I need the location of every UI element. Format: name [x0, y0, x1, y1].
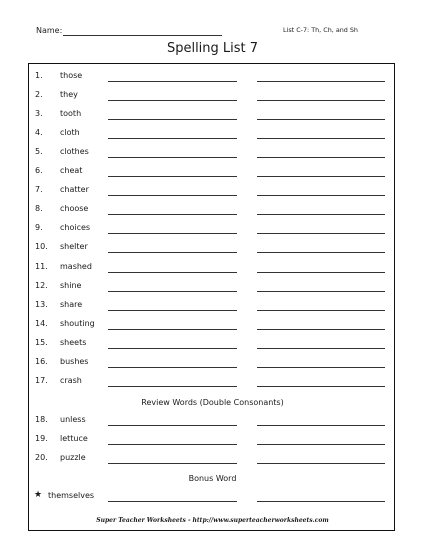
word-number: 7. [35, 185, 43, 195]
spelling-word-row [0, 67, 425, 86]
word-number: 17. [35, 375, 48, 385]
spelling-word: choose [60, 204, 89, 214]
practice-line-1[interactable] [108, 329, 237, 330]
spelling-word-row [0, 181, 425, 200]
spelling-word-row [0, 430, 425, 449]
name-line [63, 35, 222, 36]
name-label: Name: [36, 26, 63, 35]
practice-line-2[interactable] [257, 348, 385, 349]
word-number: 4. [35, 128, 43, 138]
practice-line-2[interactable] [257, 386, 385, 387]
practice-line-1[interactable] [108, 214, 237, 215]
spelling-word-row [0, 258, 425, 277]
practice-line-2[interactable] [257, 195, 385, 196]
practice-line-2[interactable] [257, 367, 385, 368]
page-title: Spelling List 7 [166, 41, 259, 56]
spelling-word-row [0, 124, 425, 143]
spelling-word-row [0, 162, 425, 181]
practice-line-1[interactable] [108, 291, 237, 292]
bonus-word-text: themselves [48, 491, 95, 500]
spelling-word: shine [60, 280, 82, 290]
practice-line-2[interactable] [257, 157, 385, 158]
spelling-word-row [0, 315, 425, 334]
spelling-word-row [0, 86, 425, 105]
word-number: 18. [35, 415, 48, 424]
practice-line-1[interactable] [108, 195, 237, 196]
practice-line-2[interactable] [257, 214, 385, 215]
word-number: 19. [35, 434, 48, 444]
practice-line-2[interactable] [257, 176, 385, 177]
spelling-word: shelter [60, 242, 88, 252]
practice-line-1[interactable] [108, 119, 237, 120]
spelling-word: shouting [60, 318, 95, 328]
practice-line-1[interactable] [108, 100, 237, 101]
practice-line-1[interactable] [108, 233, 237, 234]
practice-line-2[interactable] [257, 252, 385, 253]
practice-line-1[interactable] [108, 348, 237, 349]
spelling-word-row [0, 143, 425, 162]
word-number: 13. [35, 299, 48, 309]
spelling-word: crash [60, 375, 82, 385]
spelling-word: unless [60, 415, 86, 424]
practice-line-1[interactable] [108, 252, 237, 253]
practice-line-2[interactable] [257, 310, 385, 311]
spelling-word-row [0, 353, 425, 372]
spelling-word-row [0, 334, 425, 353]
word-number: 16. [35, 356, 48, 366]
word-number: 2. [35, 90, 43, 100]
practice-line-1[interactable] [108, 81, 237, 82]
word-number: 14. [35, 318, 48, 328]
practice-line-2[interactable] [257, 272, 385, 273]
spelling-word-row [0, 449, 425, 468]
spelling-word-row [0, 296, 425, 315]
spelling-word: mashed [60, 261, 92, 271]
practice-line-1[interactable] [108, 386, 237, 387]
word-number: 3. [35, 109, 43, 119]
spelling-word: puzzle [60, 453, 86, 463]
spelling-word: cloth [60, 128, 80, 138]
practice-line-2[interactable] [257, 81, 385, 82]
star-icon: ★ [34, 490, 43, 500]
spelling-word: lettuce [60, 434, 88, 444]
word-number: 12. [35, 280, 48, 290]
practice-line-1[interactable] [108, 272, 237, 273]
practice-line-2[interactable] [257, 501, 385, 502]
practice-line-1[interactable] [108, 367, 237, 368]
word-number: 9. [35, 223, 43, 233]
list-code: List C-7: Th, Ch, and Sh [283, 26, 358, 34]
practice-line-1[interactable] [108, 463, 237, 464]
spelling-word: chatter [60, 185, 89, 195]
word-number: 1. [35, 71, 43, 80]
spelling-word: sheets [60, 337, 87, 347]
spelling-word: tooth [60, 109, 82, 119]
review-words-heading: Review Words (Double Consonants) [141, 398, 284, 407]
practice-line-1[interactable] [108, 425, 237, 426]
word-number: 20. [35, 453, 48, 463]
spelling-word-row [0, 219, 425, 238]
spelling-word: they [60, 90, 78, 100]
practice-line-1[interactable] [108, 176, 237, 177]
practice-line-1[interactable] [108, 157, 237, 158]
spelling-word: those [60, 71, 83, 80]
practice-line-1[interactable] [108, 501, 237, 502]
practice-line-2[interactable] [257, 329, 385, 330]
practice-line-1[interactable] [108, 310, 237, 311]
footer-credit: Super Teacher Worksheets - http://www.superteacherworksheets.com [96, 517, 329, 524]
practice-line-2[interactable] [257, 119, 385, 120]
word-number: 15. [35, 337, 48, 347]
word-number: 6. [35, 166, 43, 176]
practice-line-2[interactable] [257, 425, 385, 426]
spelling-word-row [0, 105, 425, 124]
spelling-word: share [60, 299, 83, 309]
spelling-word-row [0, 372, 425, 391]
practice-line-2[interactable] [257, 463, 385, 464]
practice-line-2[interactable] [257, 138, 385, 139]
bonus-word-row [0, 487, 425, 506]
spelling-word-row [0, 277, 425, 296]
practice-line-2[interactable] [257, 444, 385, 445]
practice-line-2[interactable] [257, 233, 385, 234]
practice-line-2[interactable] [257, 100, 385, 101]
bonus-word-heading: Bonus Word [188, 474, 237, 483]
word-number: 8. [35, 204, 43, 214]
spelling-word: clothes [60, 147, 89, 157]
spelling-word: cheat [60, 166, 83, 176]
spelling-word-row [0, 411, 425, 430]
word-number: 10. [35, 242, 48, 252]
spelling-word-row [0, 238, 425, 257]
practice-line-1[interactable] [108, 444, 237, 445]
word-number: 11. [35, 261, 48, 271]
word-number: 5. [35, 147, 43, 157]
practice-line-1[interactable] [108, 138, 237, 139]
spelling-word: bushes [60, 356, 89, 366]
spelling-word-row [0, 200, 425, 219]
spelling-word: choices [60, 223, 91, 233]
practice-line-2[interactable] [257, 291, 385, 292]
